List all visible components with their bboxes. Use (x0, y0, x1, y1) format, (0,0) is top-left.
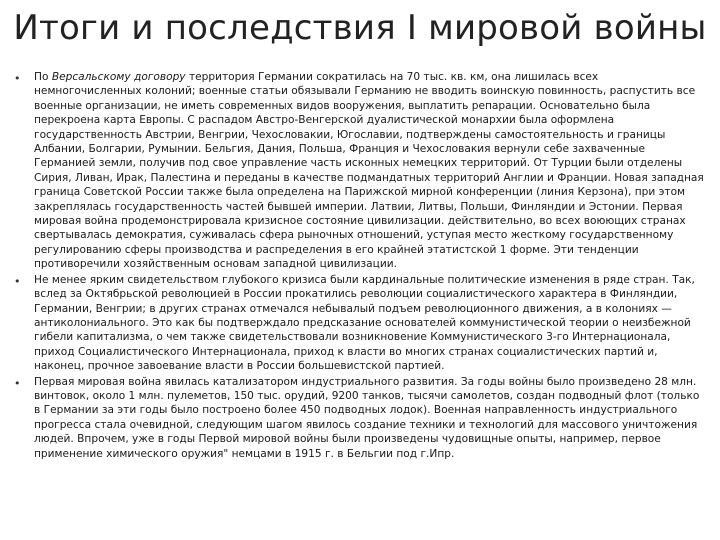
slide-body (14, 70, 708, 462)
paragraph-italic-term: Версальскому договору (51, 71, 186, 83)
bullet-paragraph-3 (14, 375, 708, 461)
bullet-icon: • (14, 376, 21, 390)
bullet-icon: • (14, 274, 21, 288)
paragraph-text: территория Германии сократилась на 70 тыс. кв. км, она лишилась всех немногочисленных колоний; военные статьи обязывали Германию не вводить воинскую повинность, распустить все военные организации, не иметь современных видов вооружения, выплатить репарации. Основательно была перекроена карта Европы. С распадом Австро-Венгерской дуалистической монархии была оформлена государственность Австрии, Венгрии, Чехословакии, Югославии, подтверждены самостоятельность и границы Албании, Болгарии, Румынии. Бельгия, Дания, Польша, Франция и Чехословакия вернули себе захваченные Германией земли, получив под свое управление часть исконных немецких территорий. От Турции были отделены Сирия, Ливан, Ирак, Палестина и переданы в качестве подмандатных территорий Англии и Франции. Новая западная граница Советской России также была определена на Парижской мирной конференции (линия Керзона), при этом закреплялась государственность частей бывшей империи. Латвии, Литвы, Польши, Финляндии и Эстонии. Первая мировая война продемонстрировала кризисное состояние цивилизации. действительно, во всех воюющих странах свертывалась демократия, суживалась сфера рыночных отношений, уступая место жесткому государственному регулированию сферы производства и распределения в его крайней этатистской 1 форме. Эти тенденции противоречили хозяйственным основам западной цивилизации. (34, 71, 704, 271)
paragraph-prefix: По (34, 71, 52, 83)
slide-title: Итоги и последствия I мировой войны (13, 8, 707, 48)
bullet-icon: • (14, 72, 21, 85)
bullet-paragraph-1 (14, 70, 708, 272)
paragraph-text: Первая мировая война явилась катализатором индустриального развития. За годы войны было произведено 28 млн. винтовок, около 1 млн. пулеметов, 150 тыс. орудий, 9200 танков, тысячи самолетов, создан подводный флот (только в Германии за эти годы было построено более 450 подводных лодок). Военная направленность индустриального прогресса стала очевидной, следующим шагом явилось создание техники и технологий для массового уничтожения людей. Впрочем, уже в годы Первой мировой войны были произведены чудовищные опыты, например, первое применение химического оружия" немцами в 1915 г. в Бельгии под г.Ипр. (34, 375, 700, 460)
bullet-paragraph-2 (14, 273, 708, 374)
paragraph-text: Не менее ярким свидетельством глубокого кризиса были кардинальные политические изменения в ряде стран. Так, вслед за Октябрьской революцией в России прокатились революции социалистического характера в Финляндии, Германии, Венгрии; в других странах отмечался небывалый подъем революционного движения, а в колониях — антиколониального. Это как бы подтверждало предсказание основателей коммунистической теории о неизбежной гибели капитализма, о чем также свидетельствовали возникновение Коммунистического 3-го Интернационала, приход Социалистического Интернационала, приход к власти во многих странах социалистических партий и, наконец, прочное завоевание власти в России большевистской партией. (34, 273, 695, 373)
